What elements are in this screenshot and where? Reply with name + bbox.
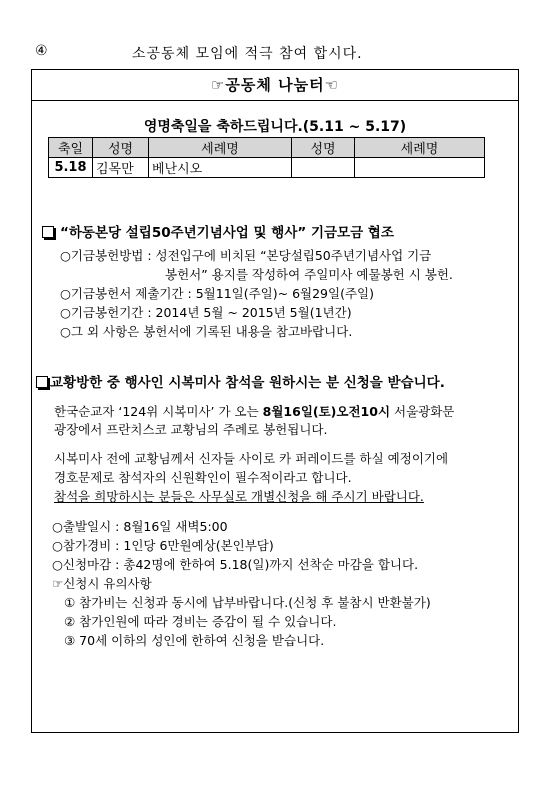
papal-visit-body: 시복미사 전에 교황님께서 신자들 사이로 카 퍼레이드를 하실 예정이기에 bbox=[54, 451, 449, 466]
papal-visit-detail: ○신청마감 : 총42명에 한하여 5.18(일)까지 선착순 마감을 합니다. bbox=[52, 557, 419, 572]
bulletin-frame bbox=[31, 69, 519, 733]
papal-visit-title: 교황방한 중 행사인 시복미사 참석을 원하시는 분 신청을 받습니다. bbox=[50, 375, 445, 391]
fundraising-line: ○기금봉헌서 제출기간 : 5월11일(주일)~ 6월29일(주일) bbox=[60, 286, 374, 301]
feast-col-name-2: 성명 bbox=[292, 138, 355, 158]
feast-col-baptismal-name: 세례명 bbox=[149, 138, 292, 158]
fundraising-line: ○기금봉헌기간 : 2014년 5월 ~ 2015년 5월(1년간) bbox=[60, 305, 352, 320]
page-slogan: 소공동체 모임에 적극 참여 합시다. bbox=[132, 46, 363, 62]
checkbox-square-icon bbox=[36, 376, 48, 388]
papal-visit-intro-2: 광장에서 프란치스코 교황님의 주례로 봉헌됩니다. bbox=[54, 422, 328, 437]
note-item: ① 참가비는 신청과 동시에 납부바랍니다.(신청 후 불참시 반환불가) bbox=[64, 595, 431, 610]
papal-visit-detail: ○출발일시 : 8월16일 새벽5:00 bbox=[52, 519, 228, 534]
note-item: ③ 70세 이하의 성인에 한하여 신청을 받습니다. bbox=[64, 633, 325, 648]
fundraising-title: “하동본당 설립50주년기념사업 및 행사” 기금모금 협조 bbox=[60, 225, 394, 241]
mass-datetime: 8월16일(토)오전10시 bbox=[262, 404, 391, 419]
feast-baptismal-name-cell-2 bbox=[355, 158, 485, 178]
table-row bbox=[49, 158, 485, 178]
feast-date-cell: 5.18 bbox=[49, 158, 93, 178]
fundraising-line: ○그 외 사항은 봉헌서에 기록된 내용을 참고바랍니다. bbox=[60, 324, 353, 339]
fundraising-line: ○기금봉헌방법 : 성전입구에 비치된 “본당설립50주년기념사업 기금 bbox=[60, 248, 432, 263]
feast-baptismal-name-cell: 베난시오 bbox=[149, 158, 292, 178]
feast-heading: 영명축일을 축하드립니다.(5.11 ~ 5.17) bbox=[143, 119, 407, 135]
feast-table bbox=[48, 137, 485, 178]
note-item: ② 참가인원에 따라 경비는 증감이 될 수 있습니다. bbox=[64, 614, 337, 629]
intro-text: 한국순교자 ‘124위 시복미사’ 가 오는 bbox=[54, 404, 263, 419]
section-title: ☞공동체 나눔터☜ bbox=[32, 70, 518, 101]
papal-visit-detail: ○참가경비 : 1인당 6만원예상(본인부담) bbox=[52, 538, 274, 553]
papal-visit-heading bbox=[36, 371, 445, 391]
feast-table-header bbox=[49, 138, 485, 158]
feast-col-name: 성명 bbox=[93, 138, 149, 158]
papal-visit-body-underlined: 참석을 희망하시는 분들은 사무실로 개별신청을 해 주시기 바랍니다. bbox=[54, 489, 424, 504]
page-number: ④ bbox=[35, 43, 48, 59]
papal-visit-intro bbox=[54, 402, 454, 420]
intro-text: 서울광화문 bbox=[390, 404, 455, 419]
feast-name-cell-2 bbox=[292, 158, 355, 178]
fundraising-line: 봉헌서” 용지를 작성하여 주일미사 예물봉헌 시 봉헌. bbox=[165, 267, 453, 282]
feast-col-date: 축일 bbox=[49, 138, 93, 158]
notes-title: ☞신청시 유의사항 bbox=[52, 576, 152, 591]
fundraising-heading bbox=[42, 221, 394, 241]
papal-visit-body: 경호문제로 참석자의 신원확인이 필수적이라고 합니다. bbox=[54, 470, 352, 485]
checkbox-square-icon bbox=[42, 226, 54, 238]
feast-name-cell: 김목만 bbox=[93, 158, 149, 178]
feast-col-baptismal-name-2: 세례명 bbox=[355, 138, 485, 158]
